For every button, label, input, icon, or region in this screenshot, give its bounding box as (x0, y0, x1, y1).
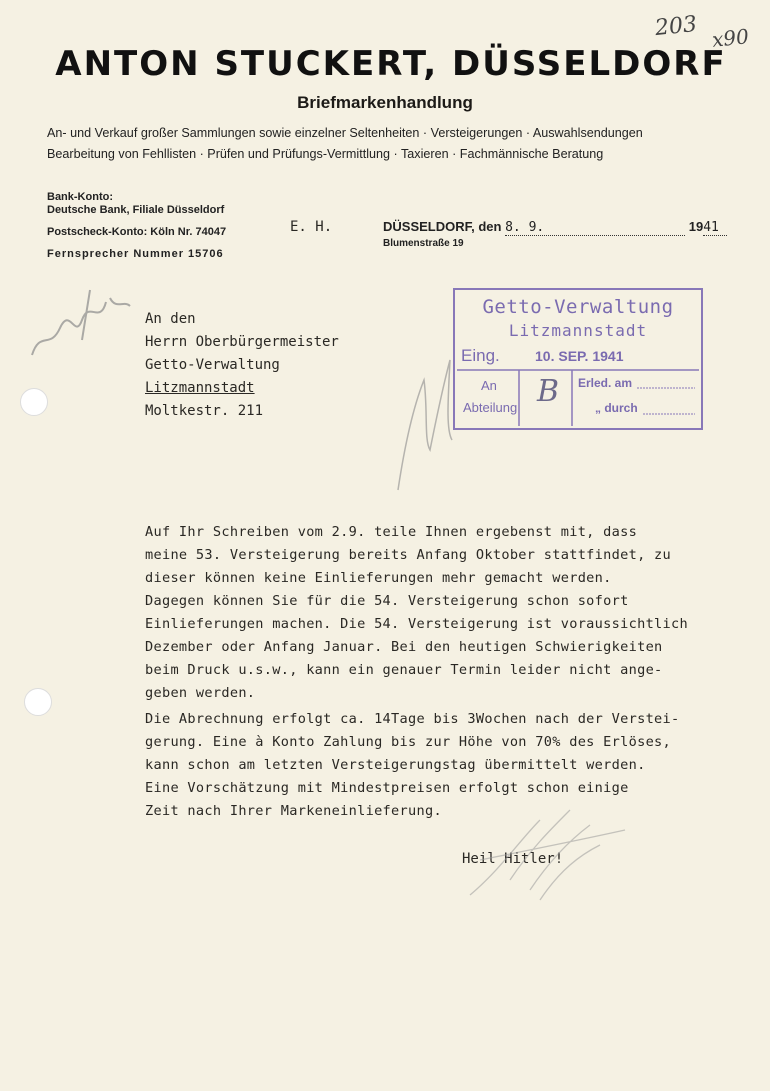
firm-subtitle: Briefmarkenhandlung (297, 93, 473, 112)
street-address: Blumenstraße 19 (383, 238, 464, 249)
services-line-2: Bearbeitung von Fehllisten · Prüfen und Prüfungs-Vermittlung · Taxieren · Fachmännische Beratung (47, 147, 604, 161)
year-suffix: 41 (703, 220, 727, 236)
body-line-11: kann schon am letzten Versteigerungstag übermittelt werden. (145, 757, 646, 773)
body-line-13: Zeit nach Ihrer Markeneinlieferung. (145, 803, 442, 819)
stamp-durch-label: „ durch (595, 401, 638, 415)
handwritten-number: 203 (653, 11, 699, 42)
services-line-1: An- und Verkauf großer Sammlungen sowie einzelner Seltenheiten · Versteigerungen · Auswahlsendungen (47, 126, 643, 140)
postscheck-account: Postscheck-Konto: Köln Nr. 74047 (47, 226, 227, 238)
stamp-eing-label: Eing. (461, 346, 500, 365)
firm-name: ANTON STUCKERT, DÜSSELDORF (55, 44, 727, 84)
initials: E. H. (290, 219, 333, 235)
body-line-6: Dezember oder Anfang Januar. Bei den heutigen Schwierigkeiten (145, 639, 663, 655)
recipient-line-5: Moltkestr. 211 (145, 403, 264, 419)
stamp-eing-date: 10. SEP. 1941 (535, 348, 624, 364)
date-day-month: 8. 9. (505, 220, 685, 236)
date-line (383, 219, 727, 236)
recipient-line-3: Getto-Verwaltung (145, 357, 280, 373)
stamp-lines (455, 290, 701, 428)
body-line-1: Auf Ihr Schreiben vom 2.9. teile Ihnen ergebenst mit, dass (145, 524, 638, 540)
body-line-3: dieser können keine Einlieferungen mehr gemacht werden. (145, 570, 612, 586)
body-line-4: Dagegen können Sie für die 54. Versteigerung schon sofort (145, 593, 629, 609)
stamp-an-label: An (481, 378, 497, 393)
stamp-abteilung-value: B (537, 374, 560, 409)
body-line-5: Einlieferungen machen. Die 54. Versteigerung ist voraussichtlich (145, 616, 688, 632)
punch-hole-top (20, 388, 48, 416)
place-prefix: DÜSSELDORF, den (383, 219, 502, 234)
signature-scribble (440, 800, 630, 910)
handwritten-scribble-center (390, 340, 470, 500)
bank-value: Deutsche Bank, Filiale Düsseldorf (47, 204, 225, 216)
handwritten-scribble-left (20, 280, 140, 370)
stamp-title: Getto-Verwaltung (482, 296, 674, 318)
body-line-8: geben werden. (145, 685, 256, 701)
body-line-12: Eine Vorschätzung mit Mindestpreisen erfolgt schon einige (145, 780, 629, 796)
receipt-stamp (453, 288, 703, 430)
body-line-2: meine 53. Versteigerung bereits Anfang Oktober stattfindet, zu (145, 547, 672, 563)
recipient-line-1: An den (145, 311, 196, 327)
stamp-city: Litzmannstadt (508, 321, 648, 340)
phone-number: Fernsprecher Nummer 15706 (47, 248, 224, 260)
handwritten-mark: x90 (710, 24, 750, 52)
closing-greeting: Heil Hitler! (462, 851, 564, 867)
bank-label: Bank-Konto: (47, 191, 113, 203)
recipient-line-4: Litzmannstadt (145, 380, 255, 396)
year-prefix: 19 (688, 219, 704, 234)
body-line-10: gerung. Eine à Konto Zahlung bis zur Höhe von 70% des Erlöses, (145, 734, 672, 750)
stamp-abteilung-label: Abteilung (463, 400, 518, 415)
stamp-erled-label: Erled. am (578, 376, 633, 390)
punch-hole-bottom (24, 688, 52, 716)
body-line-7: beim Druck u.s.w., kann ein genauer Termin leider nicht ange- (145, 662, 663, 678)
body-line-9: Die Abrechnung erfolgt ca. 14Tage bis 3Wochen nach der Verstei- (145, 711, 680, 727)
recipient-line-2: Herrn Oberbürgermeister (145, 334, 339, 350)
